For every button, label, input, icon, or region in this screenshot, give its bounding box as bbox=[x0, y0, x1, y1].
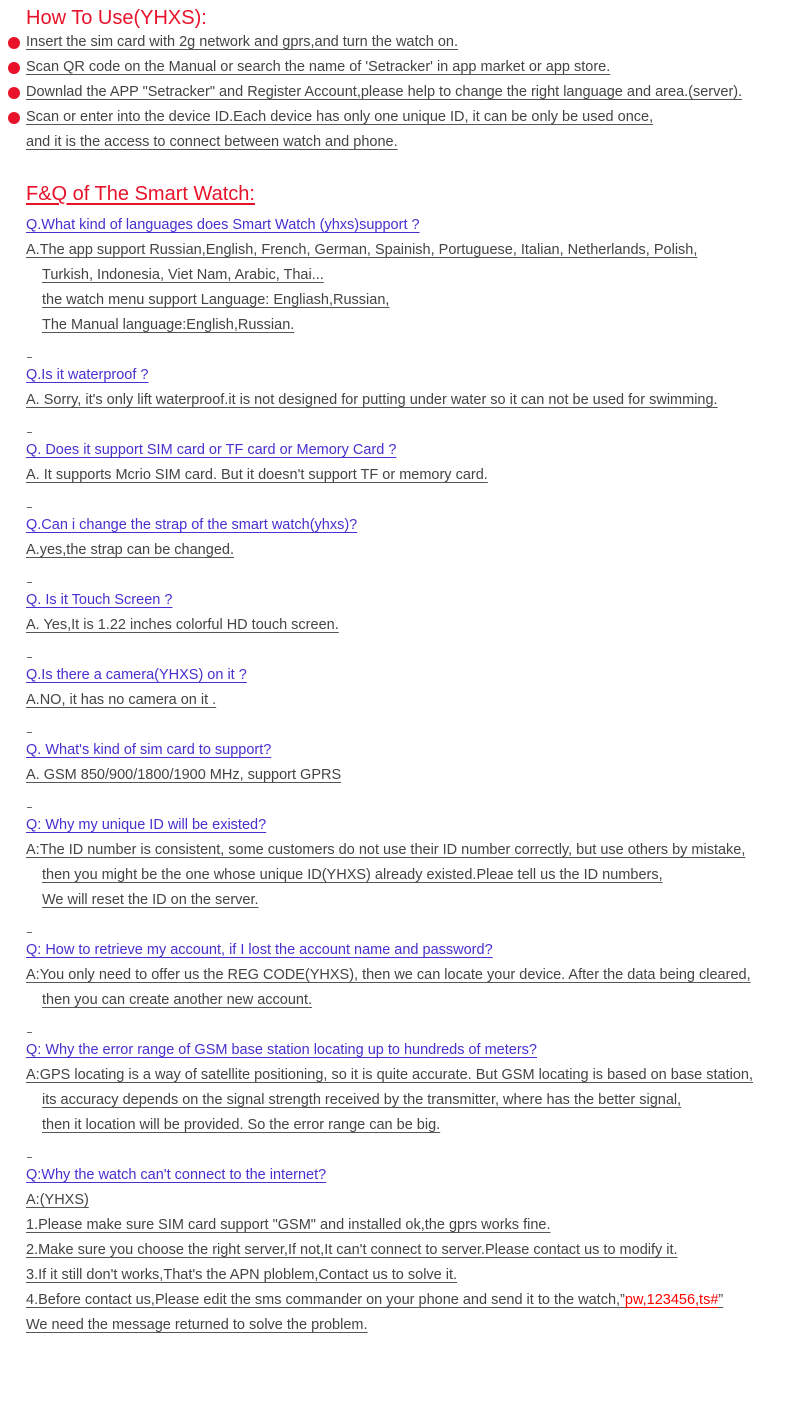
faq-answer-line-text: A. Yes,It is 1.22 inches colorful HD touch screen. bbox=[26, 617, 339, 633]
faq-question-text: Q: Why my unique ID will be existed? bbox=[26, 817, 267, 833]
separator-dash bbox=[26, 413, 753, 438]
faq-answer-line-text: A:You only need to offer us the REG CODE(YHXS), then we can locate your device. After the data being cleared, bbox=[26, 967, 751, 983]
faq-question-text: Q.Is it waterproof ? bbox=[26, 367, 149, 383]
how-to-step bbox=[0, 130, 742, 155]
how-to-step bbox=[0, 80, 742, 105]
faq-question-text: Q. Does it support SIM card or TF card or Memory Card ? bbox=[26, 442, 397, 458]
faq-question bbox=[26, 813, 753, 838]
faq-question bbox=[26, 438, 753, 463]
faq-question-text: Q: Why the error range of GSM base station locating up to hundreds of meters? bbox=[26, 1042, 537, 1058]
faq-answer-line bbox=[26, 763, 753, 788]
faq-question bbox=[26, 213, 753, 238]
faq-answer-line bbox=[26, 388, 753, 413]
faq-answer-line bbox=[26, 1188, 753, 1213]
faq-question bbox=[26, 1163, 753, 1188]
step4-suffix: ” bbox=[718, 1292, 724, 1308]
faq-question bbox=[26, 588, 753, 613]
faq-question-text: Q.Can i change the strap of the smart watch(yhxs)? bbox=[26, 517, 358, 533]
faq-answer-line bbox=[26, 263, 753, 288]
faq-answer-line-text: then it location will be provided. So the error range can be big. bbox=[42, 1117, 441, 1133]
separator-dash bbox=[26, 1013, 753, 1038]
separator-dash bbox=[26, 488, 753, 513]
faq-answer-line bbox=[26, 1313, 753, 1338]
how-to-step-text: Scan QR code on the Manual or search the name of 'Setracker' in app market or app store. bbox=[26, 59, 611, 75]
faq-answer-line-text: A.NO, it has no camera on it . bbox=[26, 692, 217, 708]
bullet-icon bbox=[8, 37, 20, 49]
faq-answer-step4 bbox=[26, 1288, 753, 1313]
faq-question-text: Q.What kind of languages does Smart Watch (yhxs)support ? bbox=[26, 217, 420, 233]
faq-answer-line-text: We need the message returned to solve the problem. bbox=[26, 1317, 368, 1333]
faq-question-text: Q. Is it Touch Screen ? bbox=[26, 592, 173, 608]
separator-dash bbox=[26, 913, 753, 938]
separator-dash bbox=[26, 713, 753, 738]
faq-answer-line bbox=[26, 1063, 753, 1088]
faq-answer-line bbox=[26, 613, 753, 638]
faq-answer-line bbox=[26, 288, 753, 313]
faq-question bbox=[26, 663, 753, 688]
faq-answer-line-text: A.yes,the strap can be changed. bbox=[26, 542, 234, 558]
faq-answer-line bbox=[26, 313, 753, 338]
faq-answer-line-text: A. Sorry, it's only lift waterproof.it is not designed for putting under water so it can not be used for swimming. bbox=[26, 392, 718, 408]
how-to-step bbox=[0, 30, 742, 55]
faq-question-text: Q. What's kind of sim card to support? bbox=[26, 742, 272, 758]
faq-answer-line-text: then you can create another new account. bbox=[42, 992, 313, 1008]
faq-answer-line bbox=[26, 838, 753, 863]
bullet-icon bbox=[8, 62, 20, 74]
faq-answer-line bbox=[26, 238, 753, 263]
step4-prefix: 4.Before contact us,Please edit the sms commander on your phone and send it to the watch,” bbox=[26, 1292, 625, 1308]
faq-answer-line-text: A.The app support Russian,English, French, German, Spainish, Portuguese, Italian, Netherlands, Polish, bbox=[26, 242, 698, 258]
faq-answer-line-text: We will reset the ID on the server. bbox=[42, 892, 259, 908]
faq-question-text: Q.Is there a camera(YHXS) on it ? bbox=[26, 667, 247, 683]
faq-question bbox=[26, 938, 753, 963]
how-to-step-text: Insert the sim card with 2g network and gprs,and turn the watch on. bbox=[26, 34, 459, 50]
faq-answer-line-text: the watch menu support Language: Engliash,Russian, bbox=[42, 292, 390, 308]
how-to-step-text: Scan or enter into the device ID.Each device has only one unique ID, it can be only be used once, bbox=[26, 109, 654, 125]
faq-answer-line bbox=[26, 538, 753, 563]
faq-answer-line bbox=[26, 1238, 753, 1263]
sms-command: pw,123456,ts# bbox=[624, 1292, 719, 1308]
how-to-use-list bbox=[0, 30, 742, 155]
faq-question bbox=[26, 363, 753, 388]
faq-answer-line bbox=[26, 1213, 753, 1238]
how-to-step bbox=[0, 105, 742, 130]
faq-title: F&Q of The Smart Watch: bbox=[26, 183, 255, 205]
faq-answer-line bbox=[26, 1088, 753, 1113]
faq-answer-line bbox=[26, 988, 753, 1013]
faq-answer-line-text: 1.Please make sure SIM card support "GSM" and installed ok,the gprs works fine. bbox=[26, 1217, 551, 1233]
faq-answer-line bbox=[26, 888, 753, 913]
how-to-step-text: Downlad the APP "Setracker" and Register Account,please help to change the right language and area.(server). bbox=[26, 84, 743, 100]
faq-answer-line bbox=[26, 1113, 753, 1138]
faq-answer-line bbox=[26, 463, 753, 488]
faq-answer-line-text: its accuracy depends on the signal strength received by the transmitter, where has the better signal, bbox=[42, 1092, 682, 1108]
faq-answer-line bbox=[26, 688, 753, 713]
faq-answer-line-text: A. It supports Mcrio SIM card. But it doesn't support TF or memory card. bbox=[26, 467, 488, 483]
faq-answer-line-text: The Manual language:English,Russian. bbox=[42, 317, 295, 333]
faq-answer-line-text: A:GPS locating is a way of satellite positioning, so it is quite accurate. But GSM locating is based on base station, bbox=[26, 1067, 753, 1083]
faq-answer-line-text: Turkish, Indonesia, Viet Nam, Arabic, Thai... bbox=[42, 267, 324, 283]
faq-answer-line-text: 3.If it still don't works,That's the APN ploblem,Contact us to solve it. bbox=[26, 1267, 458, 1283]
bullet-icon bbox=[8, 87, 20, 99]
faq-question bbox=[26, 738, 753, 763]
faq-answer-line-text: A:The ID number is consistent, some customers do not use their ID number correctly, but use others by mistake, bbox=[26, 842, 746, 858]
separator-dash bbox=[26, 788, 753, 813]
faq-question bbox=[26, 513, 753, 538]
faq-question bbox=[26, 1038, 753, 1063]
faq-list bbox=[26, 213, 753, 1338]
separator-dash bbox=[26, 1138, 753, 1163]
faq-answer-line-text: A:(YHXS) bbox=[26, 1192, 89, 1208]
faq-question-text: Q: How to retrieve my account, if I lost the account name and password? bbox=[26, 942, 493, 958]
faq-answer-line-text: A. GSM 850/900/1800/1900 MHz, support GPRS bbox=[26, 767, 342, 783]
faq-answer-line-text: then you might be the one whose unique ID(YHXS) already existed.Pleae tell us the ID numbers, bbox=[42, 867, 663, 883]
how-to-use-title: How To Use(YHXS): bbox=[26, 7, 207, 29]
separator-dash bbox=[26, 338, 753, 363]
faq-answer-line bbox=[26, 963, 753, 988]
separator-dash bbox=[26, 638, 753, 663]
how-to-step bbox=[0, 55, 742, 80]
faq-answer-line bbox=[26, 1263, 753, 1288]
faq-answer-line bbox=[26, 863, 753, 888]
how-to-step-text: and it is the access to connect between watch and phone. bbox=[26, 134, 398, 150]
faq-answer-line-text: 2.Make sure you choose the right server,If not,It can't connect to server.Please contact us to modify it. bbox=[26, 1242, 678, 1258]
faq-question-text: Q:Why the watch can't connect to the internet? bbox=[26, 1167, 327, 1183]
separator-dash bbox=[26, 563, 753, 588]
bullet-icon bbox=[8, 112, 20, 124]
